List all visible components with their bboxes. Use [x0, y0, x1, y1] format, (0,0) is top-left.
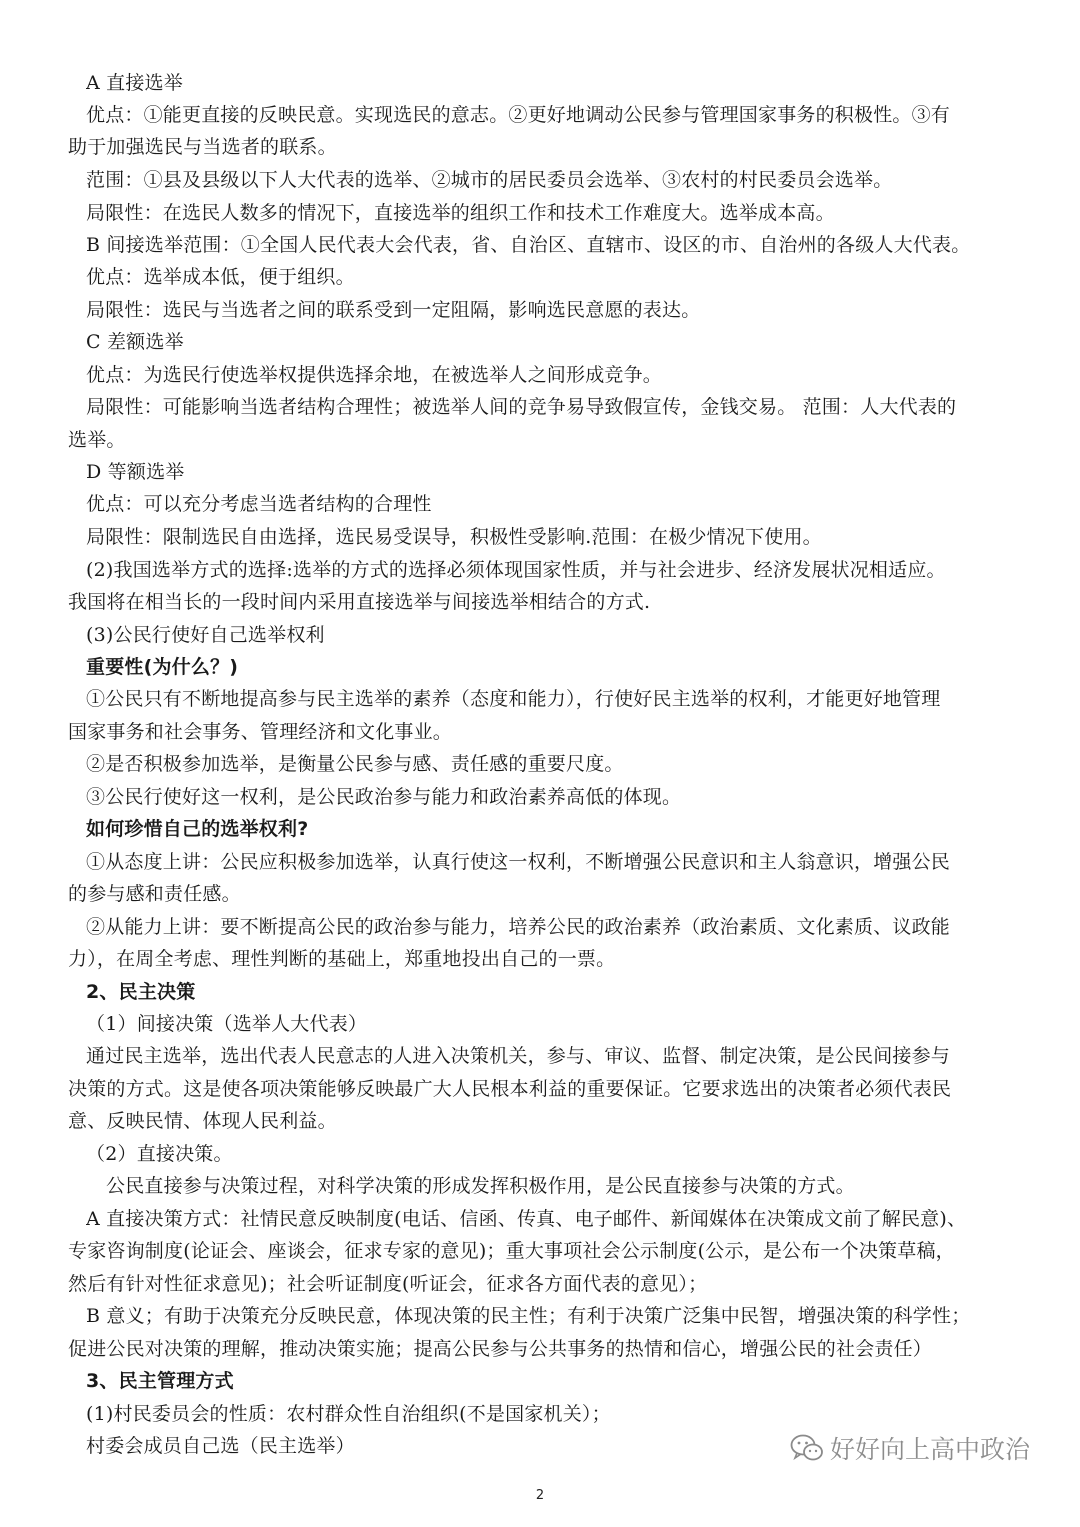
page-number: 2: [535, 1488, 545, 1503]
text-line: ①从态度上讲：公民应积极参加选举，认真行使这一权利，不断增强公民意识和主人翁意识，增强公民: [86, 851, 951, 873]
text-line: 村委会成员自己选（民主选举）: [86, 1435, 355, 1457]
text-line: 局限性：选民与当选者之间的联系受到一定阻隔，影响选民意愿的表达。: [86, 299, 701, 321]
text-line: 意、反映民情、体现人民利益。: [68, 1110, 337, 1132]
text-line: 促进公民对决策的理解，推动决策实施；提高公民参与公共事务的热情和信心，增强公民的社会责任）: [68, 1338, 933, 1360]
text-line: 局限性：在选民人数多的情况下，直接选举的组织工作和技术工作难度大。选举成本高。: [86, 202, 835, 224]
text-line: ①公民只有不断地提高参与民主选举的素养（态度和能力），行使好民主选举的权利，才能更好地管理: [86, 688, 941, 710]
text-line: C 差额选举: [86, 331, 184, 353]
text-line: （1）间接决策（选举人大代表）: [86, 1013, 368, 1035]
watermark: [790, 1428, 1030, 1468]
text-line: 公民直接参与决策过程，对科学决策的形成发挥积极作用，是公民直接参与决策的方式。: [106, 1175, 855, 1197]
section-heading: 重要性(为什么？): [86, 656, 239, 678]
text-line: D 等额选举: [86, 461, 185, 483]
text-line: ②是否积极参加选举，是衡量公民参与感、责任感的重要尺度。: [86, 753, 624, 775]
section-heading: 如何珍惜自己的选举权利?: [86, 818, 309, 840]
text-line: 的参与感和责任感。: [68, 883, 241, 905]
text-line: A 直接决策方式：社情民意反映制度(电话、信函、传真、电子邮件、新闻媒体在决策成文前了解民意)、: [86, 1208, 967, 1230]
text-line: A 直接选举: [86, 72, 183, 94]
watermark-text: 好好向上高中政治: [830, 1435, 1031, 1464]
text-line: 然后有针对性征求意见)；社会听证制度(听证会，征求各方面代表的意见）；: [68, 1273, 708, 1295]
text-line: 助于加强选民与当选者的联系。: [68, 136, 337, 158]
text-line: (1)村民委员会的性质：农村群众性自治组织(不是国家机关）；: [86, 1403, 611, 1425]
text-line: （2）直接决策。: [86, 1143, 233, 1165]
text-line: 优点：可以充分考虑当选者结构的合理性: [86, 493, 432, 515]
text-line: 范围：①县及县级以下人大代表的选举、②城市的居民委员会选举、③农村的村民委员会选举。: [86, 169, 893, 191]
text-line: 优点：选举成本低，便于组织。: [86, 266, 355, 288]
text-line: 通过民主选举，选出代表人民意志的人进入决策机关，参与、审议、监督、制定决策，是公民间接参与: [86, 1045, 951, 1067]
text-line: 局限性：限制选民自由选择，选民易受误导，积极性受影响.范围：在极少情况下使用。: [86, 526, 822, 548]
text-line: 力），在周全考虑、理性判断的基础上，郑重地投出自己的一票。: [68, 948, 616, 970]
text-line: 决策的方式。这是使各项决策能够反映最广大人民根本利益的重要保证。它要求选出的决策者必须代表民: [68, 1078, 952, 1100]
text-line: (3)公民行使好自己选举权利: [86, 624, 325, 646]
text-line: B 间接选举范围：①全国人民代表大会代表，省、自治区、直辖市、设区的市、自治州的各级人大代表。: [86, 234, 971, 256]
text-line: (2)我国选举方式的选择:选举的方式的选择必须体现国家性质，并与社会进步、经济发展状况相适应。: [86, 559, 946, 581]
text-line: 国家事务和社会事务、管理经济和文化事业。: [68, 721, 453, 743]
text-line: ②从能力上讲：要不断提高公民的政治参与能力，培养公民的政治素养（政治素质、文化素质、议政能: [86, 916, 951, 938]
wechat-icon: [790, 1433, 824, 1463]
text-line: B 意义；有助于决策充分反映民意，体现决策的民主性；有利于决策广泛集中民智，增强决策的科学性；: [86, 1305, 971, 1327]
text-line: 我国将在相当长的一段时间内采用直接选举与间接选举相结合的方式.: [68, 591, 651, 613]
text-line: 优点：为选民行使选举权提供选择余地，在被选举人之间形成竞争。: [86, 364, 663, 386]
text-line: 选举。: [68, 429, 126, 451]
text-line: 局限性：可能影响当选者结构合理性；被选举人间的竞争易导致假宣传，金钱交易。 范围：人大代表的: [86, 396, 957, 418]
text-line: ③公民行使好这一权利，是公民政治参与能力和政治素养高低的体现。: [86, 786, 682, 808]
text-line: 专家咨询制度(论证会、座谈会，征求专家的意见)；重大事项社会公示制度(公示，是公布一个决策草稿，: [68, 1240, 955, 1262]
text-line: 优点：①能更直接的反映民意。实现选民的意志。②更好地调动公民参与管理国家事务的积极性。③有: [86, 104, 951, 126]
section-heading: 3、民主管理方式: [86, 1370, 234, 1392]
section-heading: 2、民主决策: [86, 981, 196, 1003]
